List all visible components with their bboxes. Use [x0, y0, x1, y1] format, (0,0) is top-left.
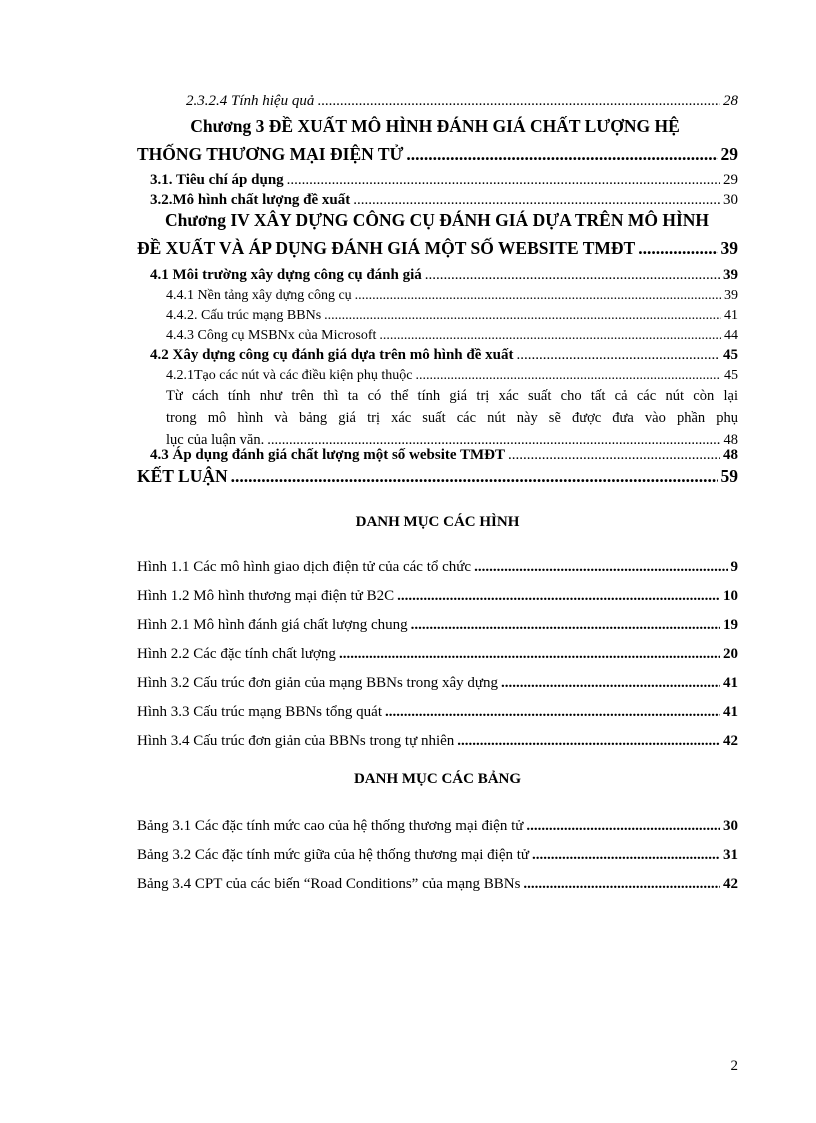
toc-entry-label: 4.3 Áp dụng đánh giá chất lượng một số website TMĐT — [150, 447, 506, 463]
list-item-page: 20 — [723, 646, 738, 662]
toc-entry-label: 4.1 Môi trường xây dựng công cụ đánh giá — [150, 267, 422, 283]
dot-leader — [379, 328, 721, 344]
list-item-page: 19 — [723, 617, 738, 633]
dot-leader — [231, 466, 718, 487]
list-item-label: Hình 3.2 Cấu trúc đơn giản của mạng BBNs trong xây dựng — [137, 675, 499, 691]
page-number: 2 — [730, 1058, 738, 1074]
dot-leader — [317, 93, 720, 110]
list-item-label: Bảng 3.2 Các đặc tính mức giữa của hệ thống thương mại điện tử — [137, 847, 530, 863]
list-item-label: Hình 2.1 Mô hình đánh giá chất lượng chung — [137, 617, 408, 633]
dot-leader — [385, 704, 720, 721]
toc-entry-4-4-2 — [166, 308, 738, 324]
dot-leader — [425, 267, 720, 284]
toc-entry-4-2-1 — [166, 368, 738, 384]
dot-leader — [523, 876, 720, 893]
toc-entry-page: 45 — [724, 368, 738, 383]
toc-entry-label: KẾT LUẬN — [137, 466, 228, 486]
list-item — [137, 588, 738, 605]
list-item — [137, 675, 738, 692]
chapter-3-title-line1: Chương 3 ĐỀ XUẤT MÔ HÌNH ĐÁNH GIÁ CHẤT LƯỢNG HỆ — [190, 116, 680, 136]
dot-leader — [638, 238, 717, 259]
list-item-page: 31 — [723, 847, 738, 863]
dot-leader — [406, 144, 717, 165]
list-item-page: 41 — [723, 675, 738, 691]
toc-entry-4-1 — [150, 267, 738, 284]
toc-entry-page: 39 — [720, 238, 738, 258]
toc-entry-page: 28 — [723, 93, 738, 109]
list-item-page: 30 — [723, 818, 738, 834]
list-item-page: 10 — [723, 588, 738, 604]
tables-heading: DANH MỤC CÁC BẢNG — [353, 771, 522, 787]
toc-entry-page: 48 — [723, 447, 738, 463]
toc-entry-label: 4.4.3 Công cụ MSBNx của Microsoft — [166, 328, 377, 343]
toc-entry-label: 4.2.1Tạo các nút và các điều kiện phụ thuộc — [166, 368, 413, 383]
toc-entry-page: 41 — [724, 308, 738, 323]
dot-leader — [287, 172, 720, 189]
dot-leader — [411, 617, 720, 634]
dot-leader — [397, 588, 720, 605]
toc-entry-4-4-3 — [166, 328, 738, 344]
toc-entry-page: 39 — [724, 288, 738, 303]
list-item-label: Hình 1.2 Mô hình thương mại điện tử B2C — [137, 588, 395, 604]
toc-entry-page: 45 — [723, 347, 738, 363]
list-item-page: 42 — [723, 733, 738, 749]
toc-entry-chapter-3 — [137, 144, 738, 165]
toc-entry-page: 59 — [720, 466, 738, 486]
list-item-page: 42 — [723, 876, 738, 892]
toc-entry-page: 48 — [723, 432, 738, 448]
dot-leader — [508, 447, 720, 464]
list-item-label: Hình 3.4 Cấu trúc đơn giản của BBNs trong tự nhiên — [137, 733, 455, 749]
paragraph-line: trong mô hình và bảng giá trị xác suất các nút này sẽ được đưa vào phần phụ — [166, 410, 738, 426]
toc-entry-4-3 — [150, 447, 738, 464]
toc-entry-page: 30 — [723, 192, 738, 208]
list-item — [137, 559, 738, 576]
list-item — [137, 617, 738, 634]
list-item-label: Hình 3.3 Cấu trúc mạng BBNs tổng quát — [137, 704, 382, 720]
toc-entry-label: 4.4.2. Cấu trúc mạng BBNs — [166, 308, 322, 323]
toc-entry-label: ĐỀ XUẤT VÀ ÁP DỤNG ĐÁNH GIÁ MỘT SỐ WEBSITE TMĐT — [137, 238, 636, 258]
list-item-page: 9 — [730, 559, 738, 575]
list-item — [137, 733, 738, 750]
toc-entry-page: 29 — [723, 172, 738, 188]
toc-entry-3-2 — [150, 192, 738, 209]
toc-entry-label: 4.2 Xây dựng công cụ đánh giá dựa trên mô hình đề xuất — [150, 347, 514, 363]
toc-entry-label: THỐNG THƯƠNG MẠI ĐIỆN TỬ — [137, 144, 404, 164]
toc-entry-4-2 — [150, 347, 738, 364]
dot-leader — [353, 192, 720, 209]
toc-entry-chapter-4 — [137, 238, 738, 259]
toc-entry-label: 2.3.2.4 Tính hiệu quả — [186, 93, 315, 109]
toc-entry-page: 44 — [724, 328, 738, 343]
dot-leader — [517, 347, 721, 364]
list-item-label: Hình 2.2 Các đặc tính chất lượng — [137, 646, 336, 662]
list-item-label: Hình 1.1 Các mô hình giao dịch điện tử của các tổ chức — [137, 559, 472, 575]
dot-leader — [526, 818, 720, 835]
toc-entry-page: 39 — [723, 267, 738, 283]
dot-leader — [501, 675, 720, 692]
list-item — [137, 818, 738, 835]
list-item-label: Bảng 3.1 Các đặc tính mức cao của hệ thống thương mại điện tử — [137, 818, 524, 834]
toc-entry-conclusion — [137, 466, 738, 487]
paragraph-line: lục của luận văn. — [166, 432, 265, 448]
dot-leader — [474, 559, 727, 576]
toc-entry-2-3-2-4 — [186, 93, 738, 110]
dot-leader — [355, 288, 721, 304]
toc-entry-label: 3.1. Tiêu chí áp dụng — [150, 172, 284, 188]
dot-leader — [324, 308, 721, 324]
dot-leader — [457, 733, 720, 750]
list-item-label: Bảng 3.4 CPT của các biến “Road Conditions” của mạng BBNs — [137, 876, 521, 892]
dot-leader — [339, 646, 720, 663]
figures-heading: DANH MỤC CÁC HÌNH — [355, 514, 520, 530]
paragraph-line: Từ cách tính như trên thì ta có thể tính giá trị xác suất cho tất cả các nút còn lại — [166, 388, 738, 404]
toc-entry-label: 4.4.1 Nền tảng xây dựng công cụ — [166, 288, 352, 303]
list-item-page: 41 — [723, 704, 738, 720]
toc-entry-3-1 — [150, 172, 738, 189]
list-item — [137, 704, 738, 721]
list-item — [137, 646, 738, 663]
toc-entry-label: 3.2.Mô hình chất lượng đề xuất — [150, 192, 351, 208]
list-item — [137, 847, 738, 864]
toc-entry-page: 29 — [720, 144, 738, 164]
chapter-4-title-line1: Chương IV XÂY DỰNG CÔNG CỤ ĐÁNH GIÁ DỰA TRÊN MÔ HÌNH — [164, 210, 710, 230]
toc-paragraph — [166, 385, 738, 451]
dot-leader — [415, 368, 721, 384]
list-item — [137, 876, 738, 893]
toc-entry-4-4-1 — [166, 288, 738, 304]
dot-leader — [532, 847, 720, 864]
